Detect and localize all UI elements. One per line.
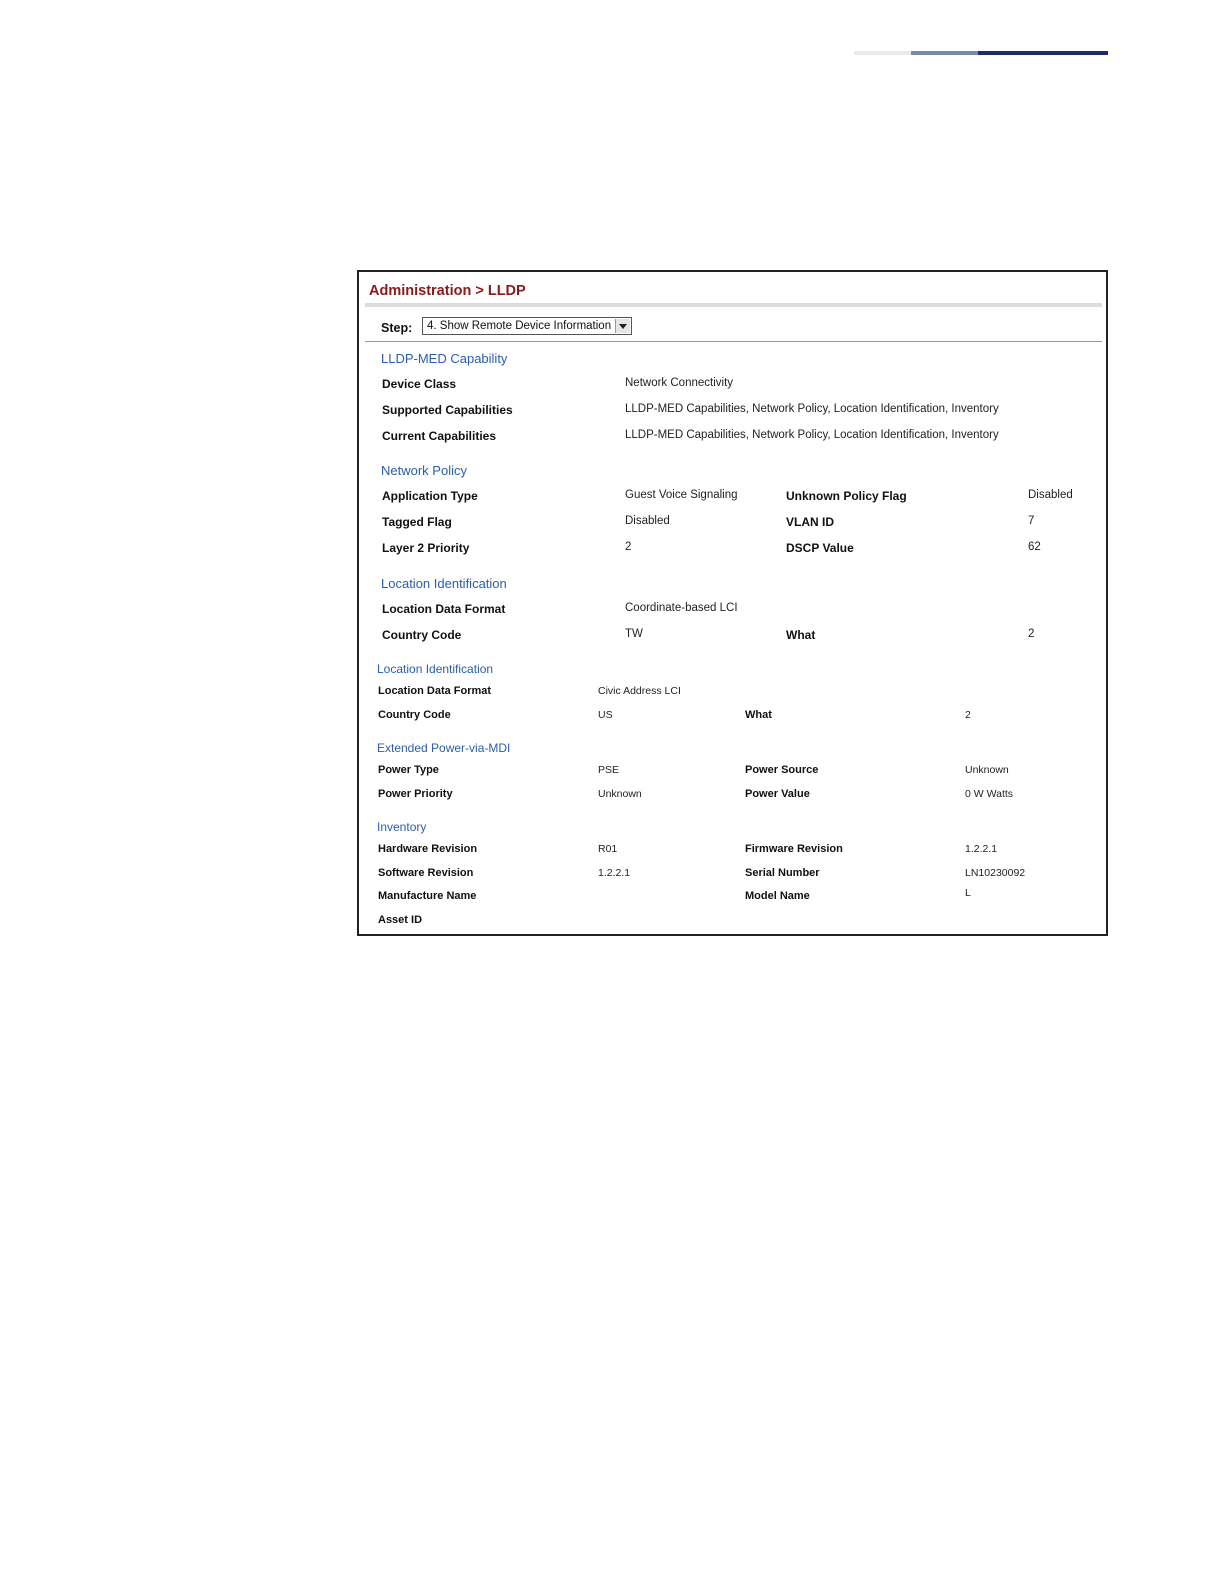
location-data-format-label: Location Data Format xyxy=(378,685,492,697)
power-source-value: Unknown xyxy=(965,764,1009,776)
what-value: 2 xyxy=(965,709,971,721)
software-revision-value: 1.2.2.1 xyxy=(598,867,631,879)
step-label: Step: xyxy=(381,321,413,335)
section-title-extended-power: Extended Power-via-MDI xyxy=(377,741,511,755)
power-priority-value: Unknown xyxy=(598,788,642,800)
title-divider xyxy=(365,303,1102,307)
what-label: What xyxy=(786,628,816,642)
step-select[interactable] xyxy=(422,317,632,335)
power-priority-label: Power Priority xyxy=(378,788,453,800)
device-class-label: Device Class xyxy=(382,377,457,391)
tagged-flag-value: Disabled xyxy=(625,515,670,527)
section-title-location-identification: Location Identification xyxy=(381,576,507,591)
location-data-format-value: Coordinate-based LCI xyxy=(625,602,738,614)
what-value: 2 xyxy=(1028,628,1035,640)
device-class-value: Network Connectivity xyxy=(625,377,734,389)
section-title-inventory: Inventory xyxy=(377,820,427,834)
section-title-lldp-med-capability: LLDP-MED Capability xyxy=(381,351,508,366)
country-code-value: US xyxy=(598,709,613,721)
dscp-value-label: DSCP Value xyxy=(786,541,854,555)
lldp-remote-device-panel xyxy=(357,270,1108,936)
section-title-network-policy: Network Policy xyxy=(381,463,467,478)
manufacture-name-label: Manufacture Name xyxy=(378,890,477,902)
what-label: What xyxy=(745,709,772,721)
power-type-value: PSE xyxy=(598,764,620,776)
unknown-policy-flag-value: Disabled xyxy=(1028,489,1073,501)
country-code-label: Country Code xyxy=(378,709,451,721)
section-title-location-identification-civic: Location Identification xyxy=(377,662,494,676)
location-data-format-label: Location Data Format xyxy=(382,602,506,616)
unknown-policy-flag-label: Unknown Policy Flag xyxy=(786,489,907,503)
location-data-format-value: Civic Address LCI xyxy=(598,685,681,697)
application-type-label: Application Type xyxy=(382,489,478,503)
power-value-value: 0 W Watts xyxy=(965,788,1014,800)
header-decoration-mid xyxy=(911,51,979,55)
page-title: Administration > LLDP xyxy=(369,283,526,299)
power-source-label: Power Source xyxy=(745,764,819,776)
application-type-value: Guest Voice Signaling xyxy=(625,489,738,501)
vlan-id-label: VLAN ID xyxy=(786,515,834,529)
step-divider xyxy=(365,341,1102,342)
tagged-flag-label: Tagged Flag xyxy=(382,515,452,529)
current-capabilities-label: Current Capabilities xyxy=(382,429,497,443)
chevron-down-icon[interactable] xyxy=(615,319,630,333)
header-decoration-light xyxy=(854,51,912,55)
supported-capabilities-label: Supported Capabilities xyxy=(382,403,513,417)
country-code-value: TW xyxy=(625,628,643,640)
current-capabilities-value: LLDP-MED Capabilities, Network Policy, Location Identification, Inventory xyxy=(625,429,999,441)
power-type-label: Power Type xyxy=(378,764,439,776)
step-select-value: 4. Show Remote Device Information xyxy=(427,320,612,332)
header-decoration-dark xyxy=(978,51,1108,55)
supported-capabilities-value: LLDP-MED Capabilities, Network Policy, Location Identification, Inventory xyxy=(625,403,999,415)
dscp-value-value: 62 xyxy=(1028,541,1041,553)
firmware-revision-value: 1.2.2.1 xyxy=(965,843,998,855)
asset-id-label: Asset ID xyxy=(378,914,423,926)
serial-number-label: Serial Number xyxy=(745,867,820,879)
layer2-priority-value: 2 xyxy=(625,541,632,553)
serial-number-value: LN10230092 xyxy=(965,867,1026,879)
software-revision-label: Software Revision xyxy=(378,867,474,879)
country-code-label: Country Code xyxy=(382,628,462,642)
vlan-id-value: 7 xyxy=(1028,515,1035,527)
power-value-label: Power Value xyxy=(745,788,810,800)
model-name-value: L xyxy=(965,887,971,899)
model-name-label: Model Name xyxy=(745,890,810,902)
firmware-revision-label: Firmware Revision xyxy=(745,843,843,855)
hardware-revision-label: Hardware Revision xyxy=(378,843,478,855)
layer2-priority-label: Layer 2 Priority xyxy=(382,541,470,555)
hardware-revision-value: R01 xyxy=(598,843,618,855)
